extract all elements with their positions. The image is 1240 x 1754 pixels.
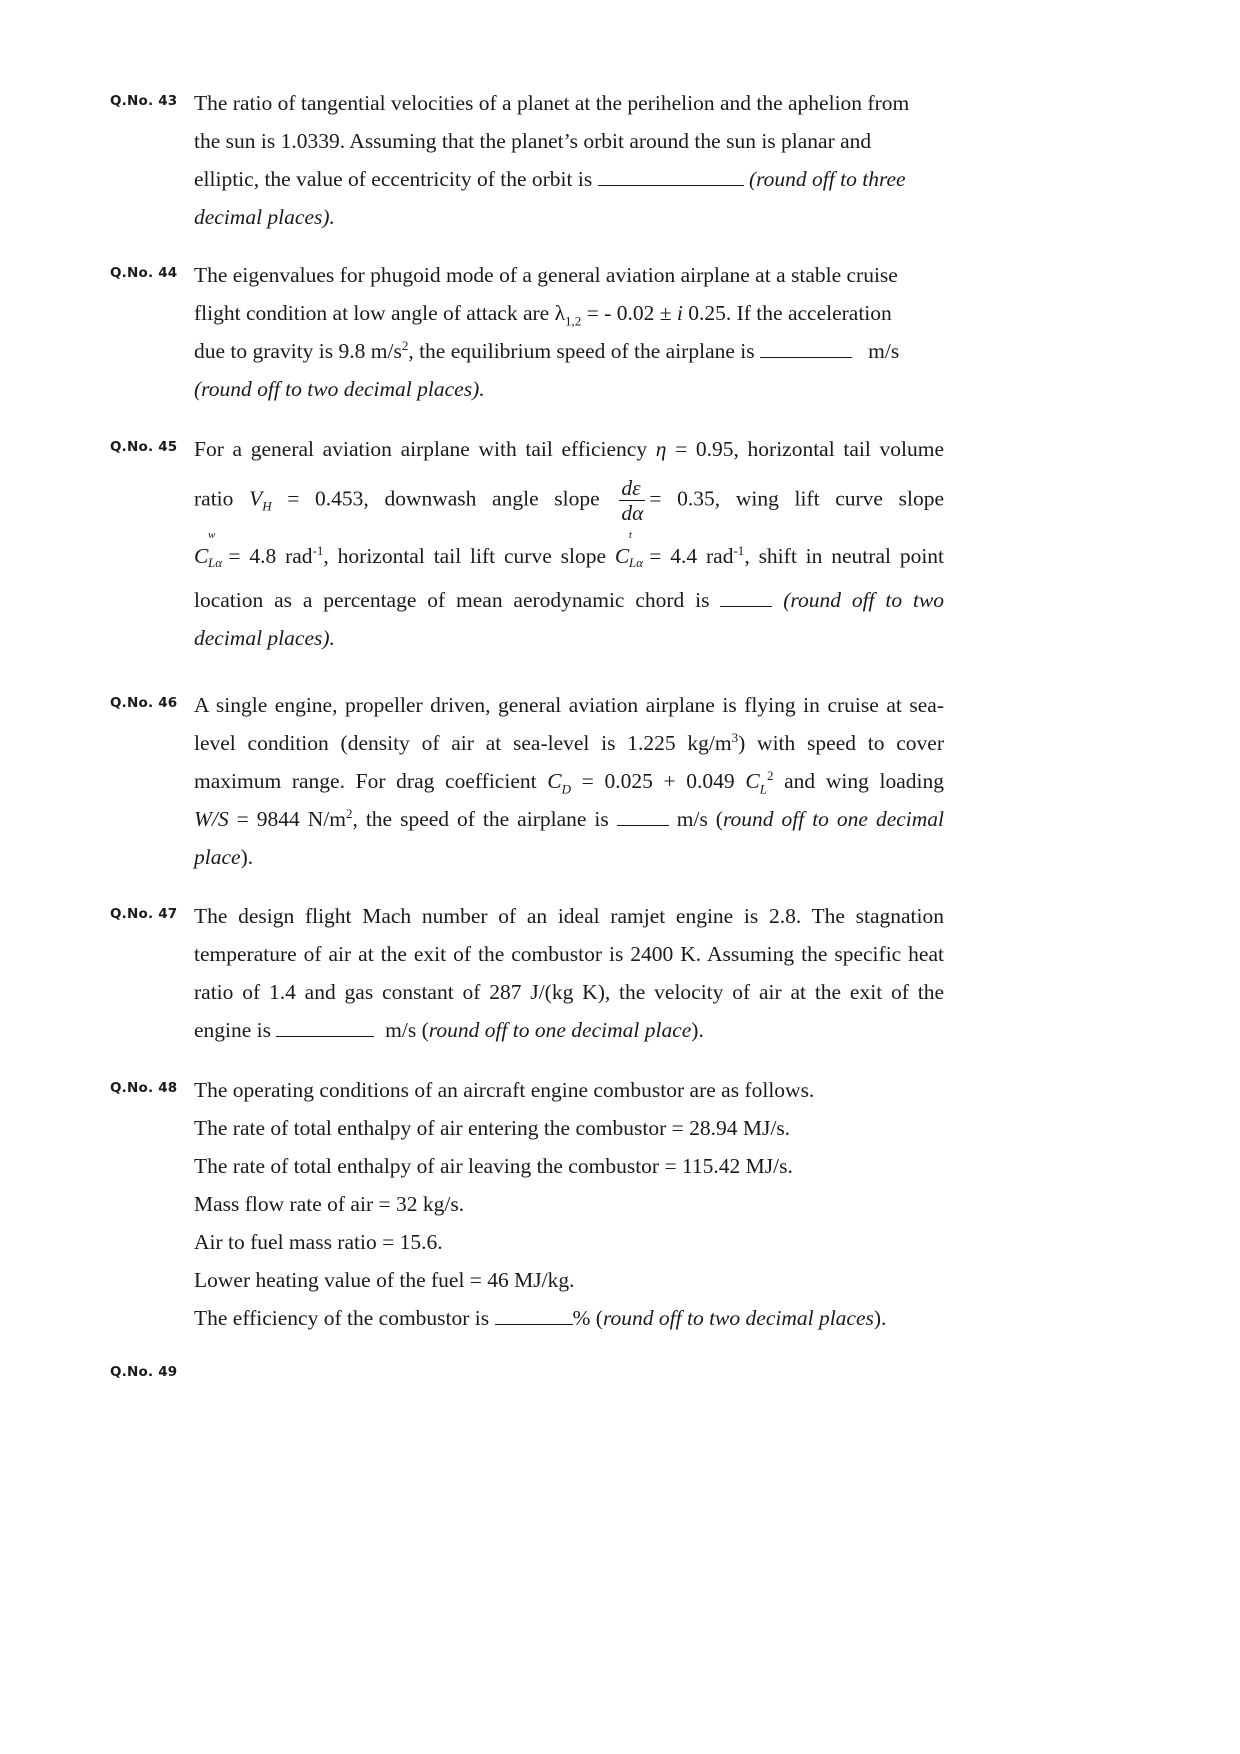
question-number: Q.No. 43 [110,93,178,109]
question-text: The ratio of tangential velocities of a planet at the perihelion and the aphelion from the sun is 1.0339. Assuming that the planet’s orbit around the sun is planar and elliptic, the value of eccentricity of the orbit is (round off to three decimal places). [194,91,910,229]
answer-blank[interactable] [720,588,772,607]
answer-blank[interactable] [598,167,744,186]
wing-lift-slope-symbol: C w Lα [194,529,223,570]
question-number: Q.No. 47 [110,906,178,922]
answer-blank[interactable] [617,807,669,826]
question-number: Q.No. 46 [110,695,178,711]
tail-lift-slope-symbol: C t Lα [614,529,643,570]
downwash-fraction: $\frac{d\varepsilon}{d\alpha}$ [621,476,644,525]
question-text: For a general aviation airplane with tail efficiency η = 0.95, horizontal tail volume ratio $V_H = 0.453$, downwash angle slope $\frac{d\varepsilon}{d\alpha}$ = 0.35, wing lift curve slope C w Lα = 4.8 rad$^{-1}$, horizontal tail lift curve slope C t Lα = 4.4 rad$^{-1}$, shift in neutral point location as a percentage of mean aerodynamic chord is (round off to two decimal places). [194,437,945,650]
question-number: Q.No. 44 [110,265,178,281]
answer-blank[interactable] [760,339,852,358]
question-text: The design flight Mach number of an ideal ramjet engine is 2.8. The stagnation temperature of air at the exit of the combustor is 2400 K. Assuming the specific heat ratio of 1.4 and gas constant of 287 J/(kg K), the velocity of air at the exit of the engine is m/s (round off to one decimal place). [194,904,944,1042]
question-text: The operating conditions of an aircraft engine combustor are as follows. The rate of total enthalpy of air entering the combustor = 28.94 MJ/s. The rate of total enthalpy of air leaving the combustor = 115.42 MJ/s. Mass flow rate of air = 32 kg/s. Air to fuel mass ratio = 15.6. Lower heating value of the fuel = 46 MJ/kg. The efficiency of the combustor is % (round off to two decimal places). [194,1078,887,1330]
question-number: Q.No. 48 [110,1080,178,1096]
question-text: A single engine, propeller driven, general aviation airplane is flying in cruise at sea- level condition (density of air at sea-level is 1.225 $kg/m^3$) with speed to cover maximum range. For drag coefficient $C_D = 0.025 + 0.049$ $C_L^2$ and wing loading W/S = 9844 $N/m^2$, the speed of the airplane is m/s (round off to one decimal place). [194,693,945,869]
question-number: Q.No. 49 [110,1364,178,1380]
question-text: The eigenvalues for phugoid mode of a general aviation airplane at a stable cruise flight condition at low angle of attack are $\lambda_{1,2}$ = - 0.02 ± i 0.25. If the acceleration due to gravity is 9.8 $m/s^2$, the equilibrium speed of the airplane is m/s (round off to two decimal places). [194,263,900,401]
question-number: Q.No. 45 [110,439,178,455]
answer-blank[interactable] [276,1018,374,1037]
answer-blank[interactable] [495,1306,573,1325]
